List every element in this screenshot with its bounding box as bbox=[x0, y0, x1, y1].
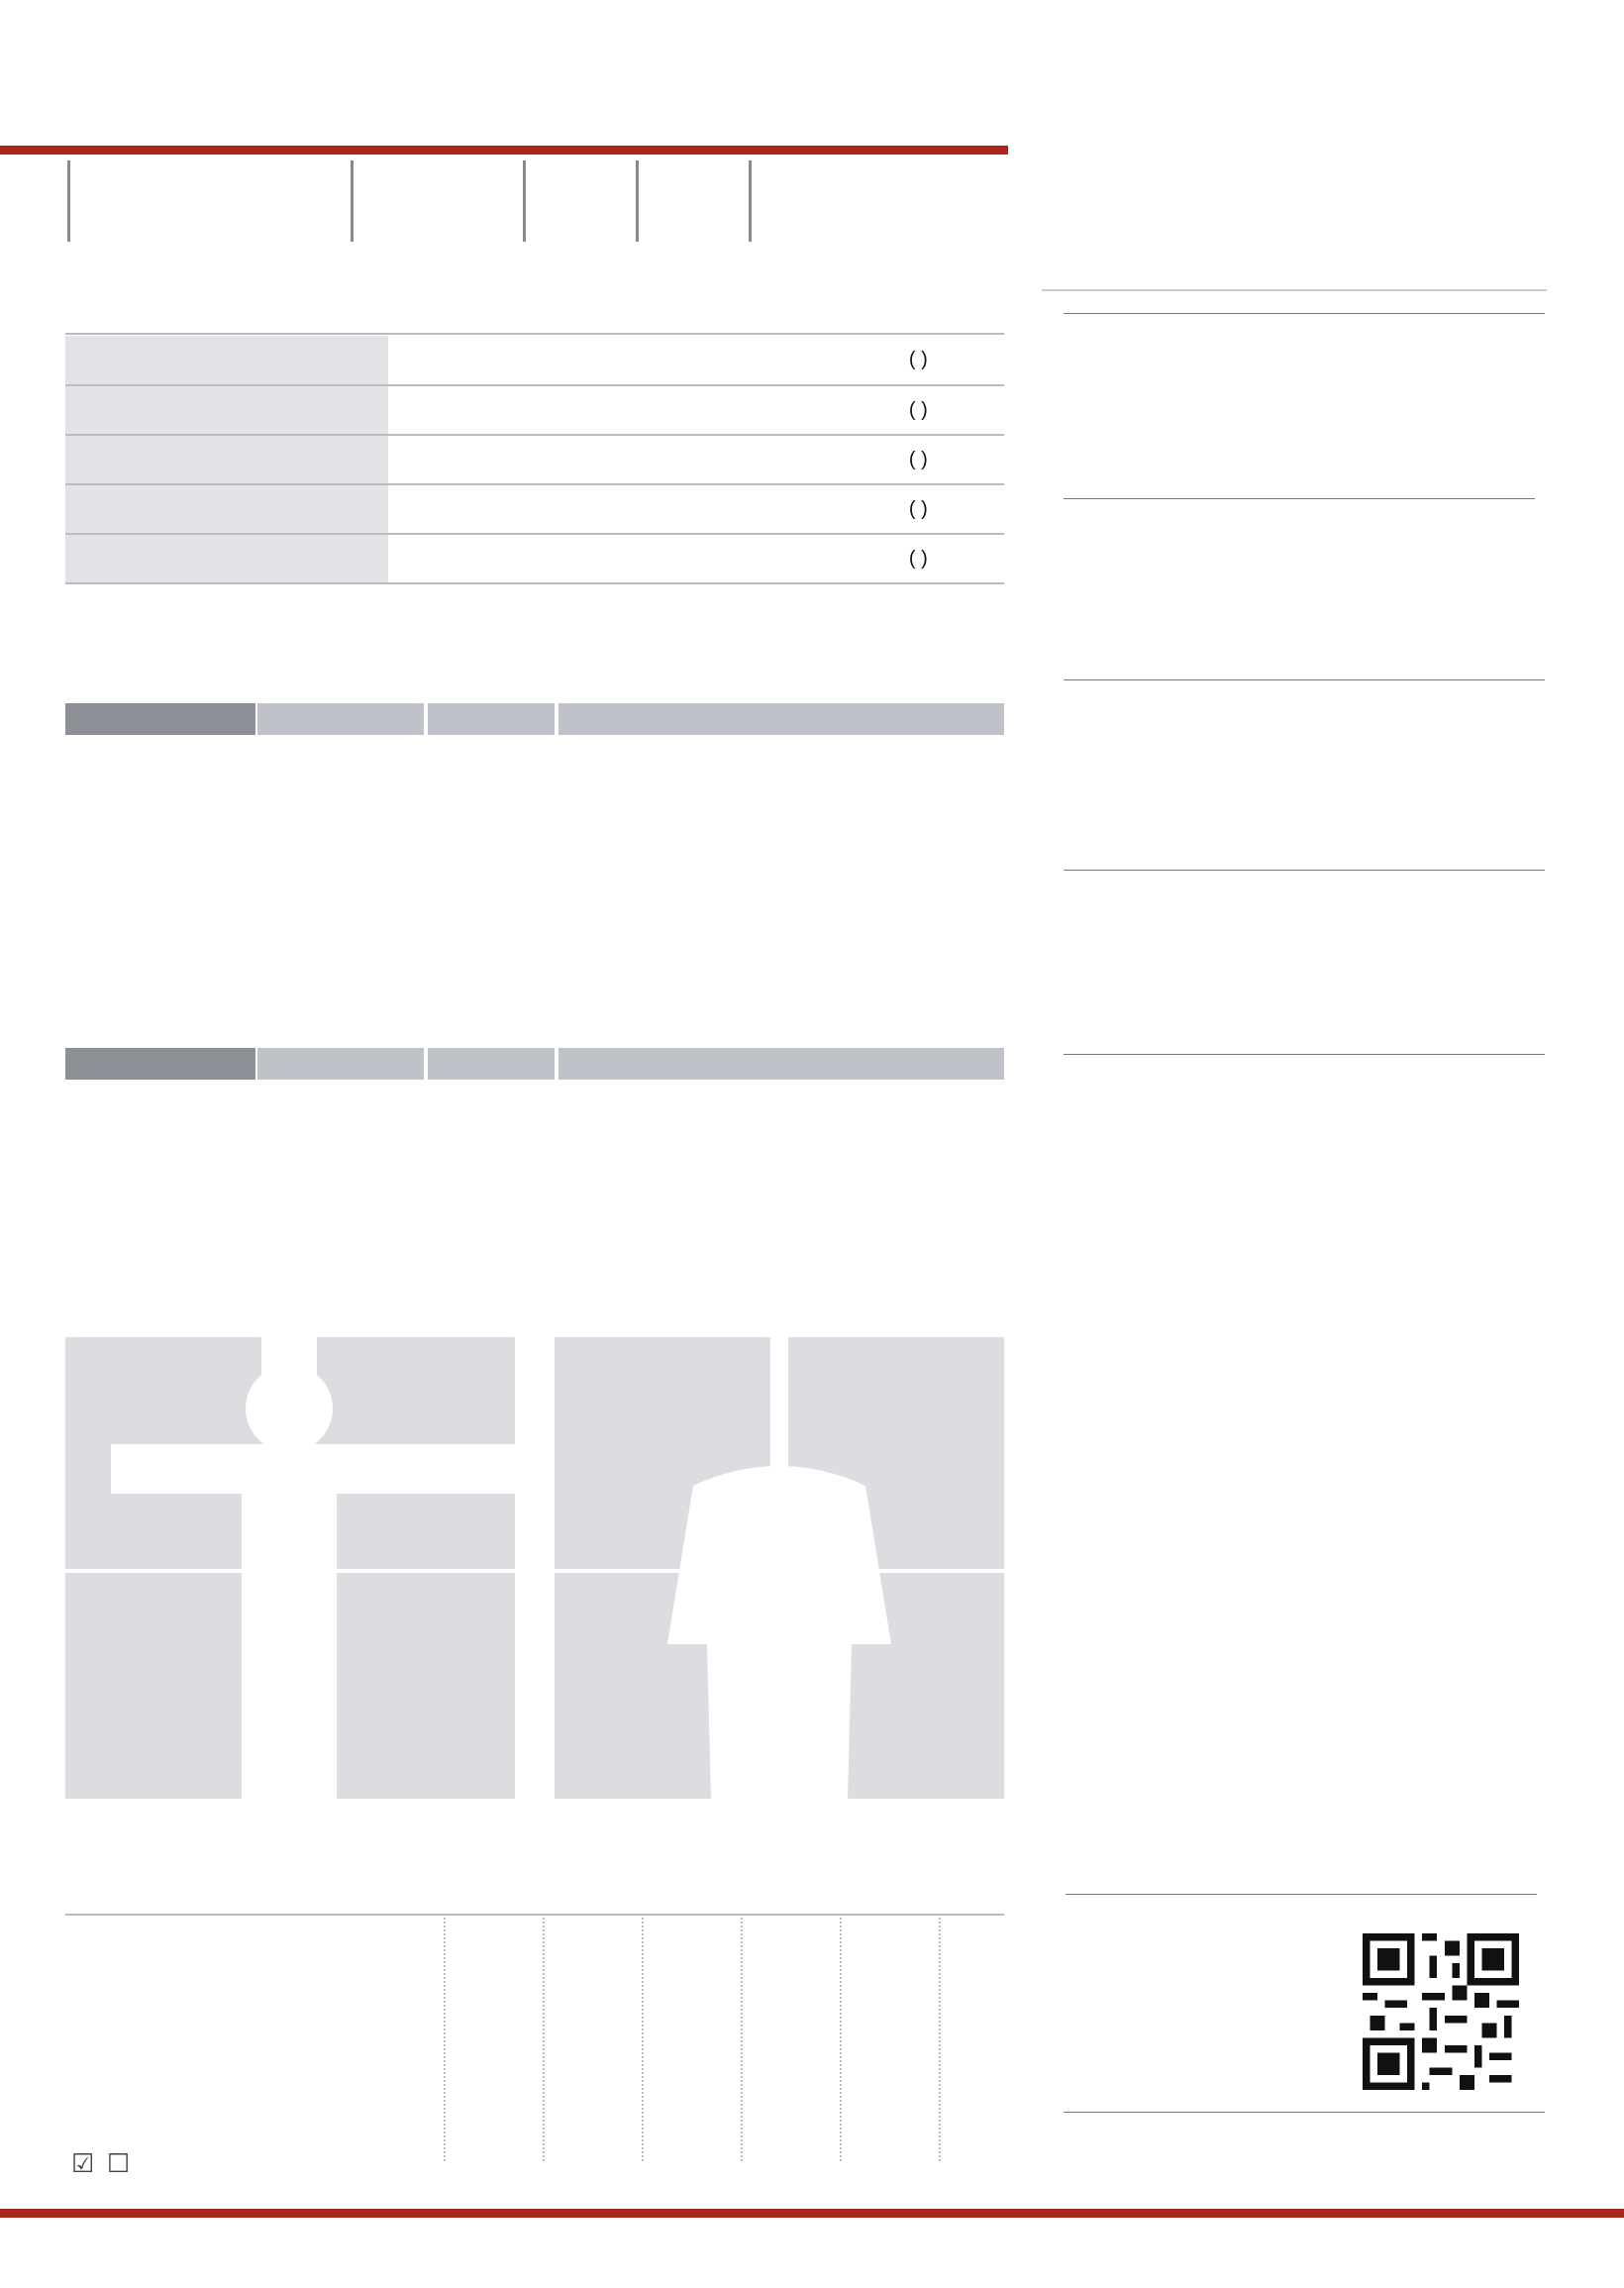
row-range: ( ) bbox=[833, 385, 1004, 435]
over-header bbox=[558, 703, 1004, 735]
divider bbox=[1066, 1894, 1537, 1895]
history-legend bbox=[71, 2149, 130, 2179]
table-row bbox=[65, 534, 1004, 583]
divider bbox=[523, 160, 526, 242]
score-heading-row bbox=[1060, 313, 1545, 314]
research-block bbox=[1060, 679, 1545, 680]
row-range: ( ) bbox=[833, 435, 1004, 484]
over-header bbox=[558, 1048, 1004, 1080]
row-desc bbox=[65, 435, 388, 484]
footer-divider bbox=[0, 2209, 1624, 2218]
divider bbox=[1064, 498, 1535, 499]
divider bbox=[351, 160, 354, 242]
inbody-score-block-2 bbox=[1060, 870, 1545, 883]
score-heading-row bbox=[1060, 870, 1545, 871]
row-value bbox=[711, 484, 832, 534]
rp-heading-row bbox=[1060, 679, 1545, 680]
row-unit bbox=[651, 484, 711, 534]
divider bbox=[67, 160, 70, 242]
table-row bbox=[65, 435, 1004, 484]
row-name bbox=[388, 534, 651, 583]
wc-heading-row bbox=[1060, 498, 1535, 499]
bca-table bbox=[65, 336, 1004, 584]
interp-heading-row bbox=[1060, 1054, 1545, 1055]
grid-line bbox=[741, 1918, 743, 2161]
divider bbox=[636, 160, 639, 242]
divider bbox=[1064, 2112, 1545, 2113]
row-unit bbox=[651, 336, 711, 385]
grid-line bbox=[543, 1918, 545, 2161]
impedance-block bbox=[1060, 2112, 1545, 2113]
row-range: ( ) bbox=[833, 336, 1004, 385]
qr-heading-row bbox=[1062, 1894, 1537, 1895]
row-desc bbox=[65, 336, 388, 385]
row-unit bbox=[651, 385, 711, 435]
divider bbox=[1064, 679, 1545, 680]
segmental-lean-panel bbox=[65, 1337, 515, 1799]
interpretation-block bbox=[1060, 1054, 1545, 1055]
row-range: ( ) bbox=[833, 484, 1004, 534]
body-silhouette bbox=[555, 1337, 1004, 1799]
divider bbox=[1064, 870, 1545, 871]
checkbox-checked-icon[interactable]: ☑ bbox=[71, 2149, 95, 2178]
row-range: ( ) bbox=[833, 534, 1004, 583]
row-name bbox=[388, 484, 651, 534]
bar-header-blank bbox=[65, 1048, 255, 1080]
row-desc bbox=[65, 385, 388, 435]
row-value bbox=[711, 534, 832, 583]
divider bbox=[749, 160, 752, 242]
header-divider bbox=[0, 146, 1008, 155]
weight-control-block bbox=[1060, 498, 1535, 499]
grid-line bbox=[642, 1918, 644, 2161]
divider bbox=[65, 1914, 1004, 1916]
divider bbox=[1042, 289, 1547, 291]
grid-line bbox=[444, 1918, 446, 2161]
qr-code-icon[interactable] bbox=[1363, 1933, 1519, 2090]
divider bbox=[65, 333, 1004, 335]
normal-header bbox=[428, 1048, 555, 1080]
row-unit bbox=[651, 534, 711, 583]
normal-header bbox=[428, 703, 555, 735]
row-value bbox=[711, 385, 832, 435]
bar-header-blank bbox=[65, 703, 255, 735]
table-row bbox=[65, 385, 1004, 435]
row-name bbox=[388, 385, 651, 435]
grid-line bbox=[939, 1918, 941, 2161]
segmental-fat-panel bbox=[555, 1337, 1004, 1799]
table-row bbox=[65, 336, 1004, 385]
divider bbox=[1064, 1054, 1545, 1055]
under-header bbox=[257, 703, 424, 735]
row-name bbox=[388, 435, 651, 484]
grid-line bbox=[840, 1918, 842, 2161]
inbody-score-block bbox=[1060, 313, 1545, 326]
divider bbox=[1064, 313, 1545, 314]
row-value bbox=[711, 336, 832, 385]
table-row bbox=[65, 484, 1004, 534]
row-value bbox=[711, 435, 832, 484]
impedance-heading-row bbox=[1060, 2112, 1545, 2113]
checkbox-icon[interactable]: ☐ bbox=[106, 2149, 131, 2178]
body-silhouette bbox=[65, 1337, 515, 1799]
row-name bbox=[388, 336, 651, 385]
row-desc bbox=[65, 484, 388, 534]
row-desc bbox=[65, 534, 388, 583]
qr-block bbox=[1062, 1894, 1537, 1899]
under-header bbox=[257, 1048, 424, 1080]
row-unit bbox=[651, 435, 711, 484]
